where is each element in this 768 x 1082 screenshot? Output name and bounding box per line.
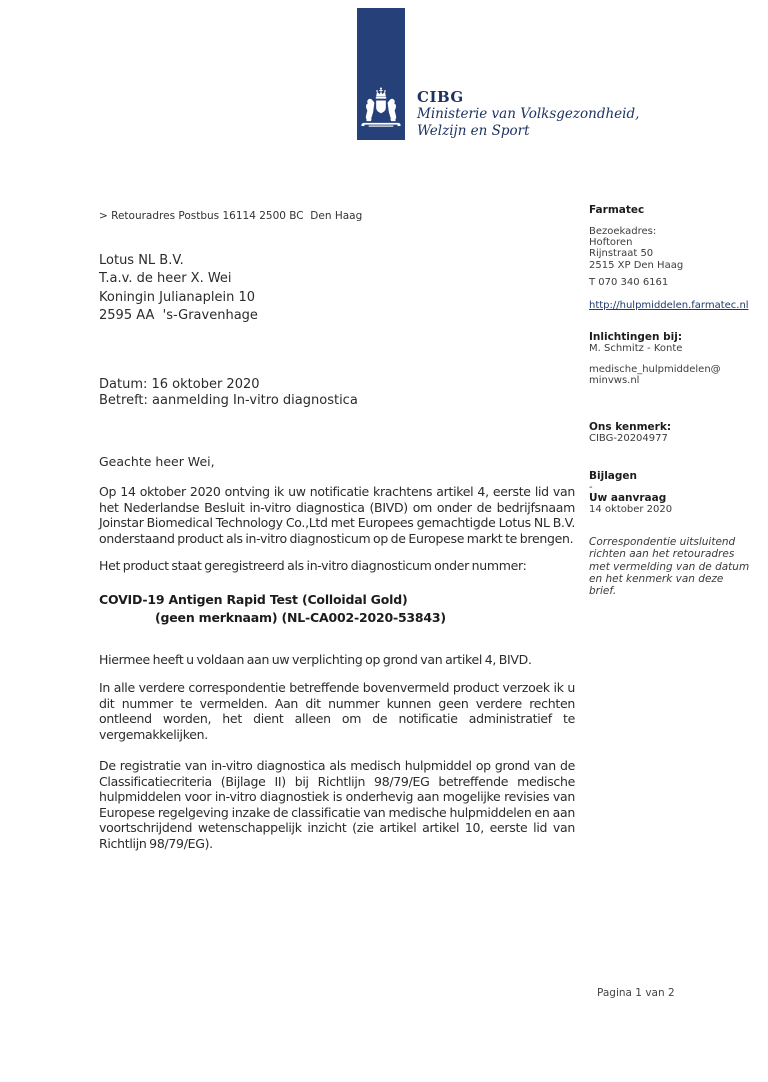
email-line: minvws.nl [589,375,640,387]
email-line: medische_hulpmiddelen@ [589,364,721,375]
visit-address-label: Bezoekadres: [589,226,657,237]
reference-number: CIBG-20204977 [589,433,668,445]
paragraph-classification: De registratie van in-vitro diagnostica als medisch hulpmiddel op grond van de Classificatiecriteria (Bijlage II) bij Richtlijn 98/79/EG betreffende medische hulpmiddelen voor in-vitro diagnostiek is onderhevig aan mogelijke revisies van Europese regelgeving inzake de classificatie van medische hulpmiddelen en aan voortschrijdend wetenschappelijk inzicht (zie artikel artikel 10, eerste lid van Richtlijn 98/79/EG). [99,758,575,851]
contact-block [589,332,761,354]
ministry-logo-text [417,88,639,139]
product-number: (geen merknaam) (NL-CA002-2020-53843) [155,610,446,625]
dutch-coat-of-arms-icon [359,86,403,136]
government-logo-ribbon [357,8,405,140]
sidebar-org-name: Farmatec [589,204,645,216]
paragraph-obligation: Hiermee heeft u voldaan aan uw verplichting op grond van artikel 4, BIVD. [99,652,532,667]
visit-address-line: 2515 XP Den Haag [589,259,684,271]
request-block [589,493,761,515]
letter-meta [99,377,575,409]
recipient-line: T.a.v. de heer X. Wei [99,271,232,287]
recipient-line: Lotus NL B.V. [99,253,184,268]
visit-address-line: Hoftoren [589,237,633,249]
correspondence-note: Correspondentie uitsluitend richten aan het retouradres met vermelding van de datum en het kenmerk van deze brief. [589,536,750,598]
attachments-label: Bijlagen [589,470,637,482]
product-name: COVID-19 Antigen Rapid Test (Colloidal Gold) [99,592,408,607]
page-indicator: Pagina 1 van 2 [597,987,675,999]
contact-label: Inlichtingen bij: [589,331,683,343]
phone-number: T 070 340 6161 [589,277,669,288]
contact-name: M. Schmitz - Konte [589,343,683,355]
date-line: Datum: 16 oktober 2020 [99,377,260,392]
paragraph-registered: Het product staat geregistreerd als in-vitro diagnosticum onder nummer: [99,558,527,573]
logo-org-name: CIBG [417,88,464,106]
recipient-line: Koningin Julianaplein 10 [99,289,256,305]
email-block [589,364,761,386]
paragraph-notification: Op 14 oktober 2020 ontving ik uw notificatie krachtens artikel 4, eerste lid van het Nederlandse Besluit in-vitro diagnostica (BIVD) om onder de bedrijfsnaam Joinstar Biomedical Technology Co.,Ltd met Europees gemachtigde Lotus NL B.V. onderstaand product als in-vitro diagnosticum op de Europese markt te brengen. [99,484,575,546]
request-date: 14 oktober 2020 [589,504,673,516]
attachments-block [589,471,761,493]
salutation: Geachte heer Wei, [99,454,215,469]
attachments-value: - [589,482,593,494]
visit-address [589,226,761,271]
website-link[interactable]: http://hulpmiddelen.farmatec.nl [589,300,749,311]
visit-address-line: Rijnstraat 50 [589,248,654,260]
recipient-address [99,252,575,326]
return-address: > Retouradres Postbus 16114 2500 BC Den Haag [99,210,363,222]
subject-line: Betreft: aanmelding In-vitro diagnostica [99,393,358,408]
reference-label: Ons kenmerk: [589,421,672,433]
product-registration [99,591,575,627]
request-label: Uw aanvraag [589,492,667,504]
ministry-name-line2: Welzijn en Sport [417,122,530,139]
reference-block [589,422,761,444]
recipient-line: 2595 AA 's-Gravenhage [99,308,258,324]
paragraph-correspondence: In alle verdere correspondentie betreffende bovenvermeld product verzoek ik u dit nummer te vermelden. Aan dit nummer kunnen geen verdere rechten ontleend worden, het dient alleen om de notificatie administratief te vergemakkelijken. [99,680,575,742]
ministry-name-line1: Ministerie van Volksgezondheid, [417,106,640,122]
